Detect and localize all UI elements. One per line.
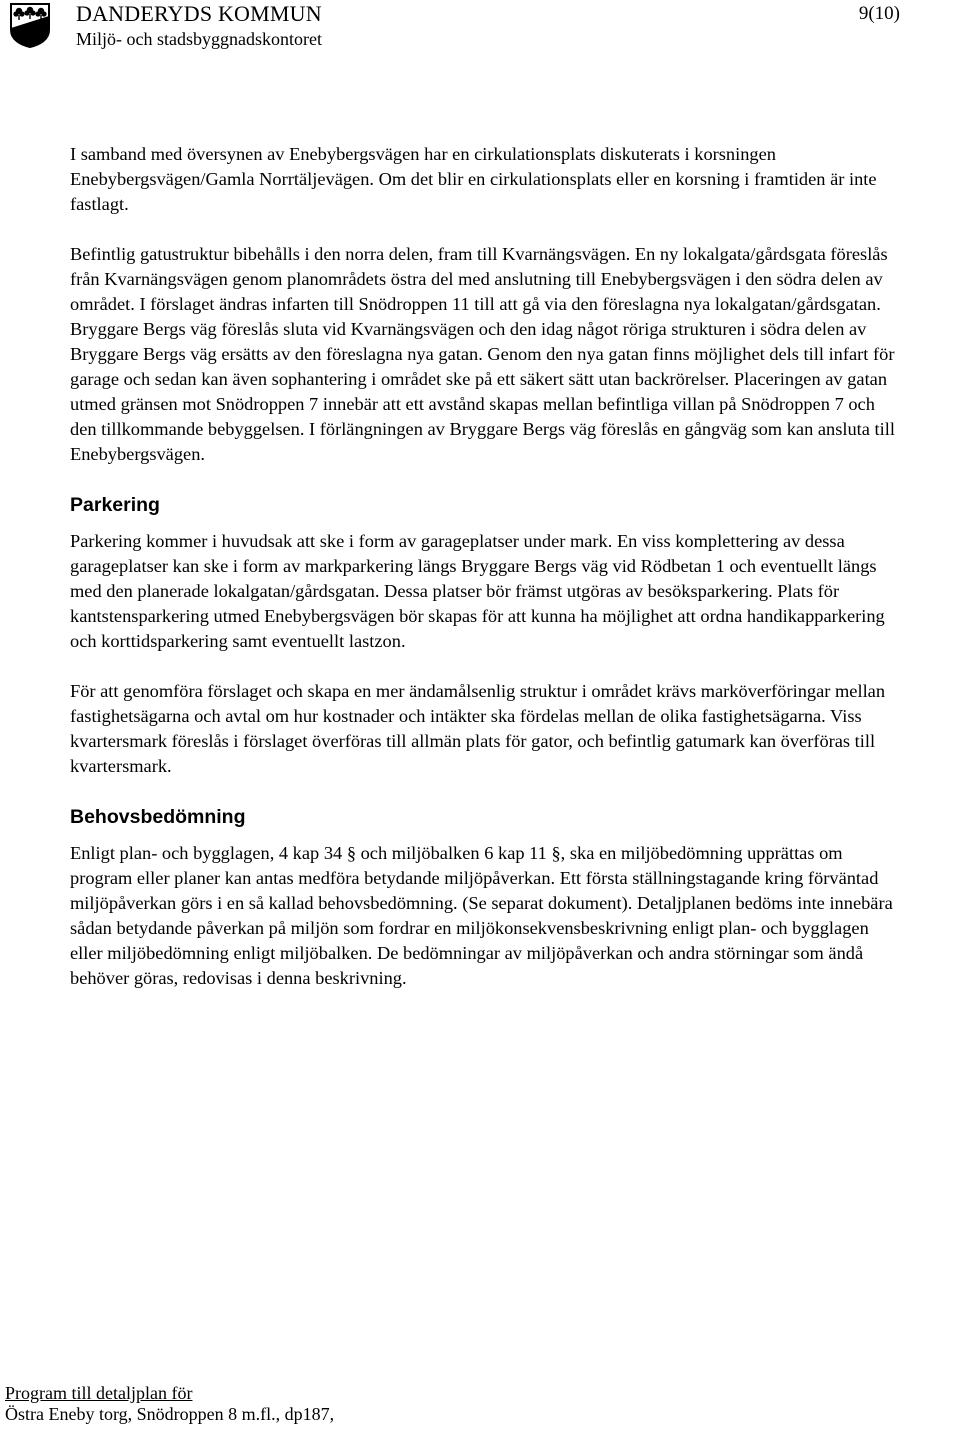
paragraph-markoverforingar: För att genomföra förslaget och skapa en mer ändamålsenlig struktur i området krävs marköverföringar mellan fastighetsägarna och avtal om hur kostnader och intäkter ska fördelas mellan de olika fastighetsägarna. Viss kvartersmark föreslås i förslaget överföras till allmän plats för gator, och befintlig gatumark kan överföras till kvartersmark. bbox=[70, 681, 886, 776]
paragraph-cirkulationsplats: I samband med översynen av Enebybergsvägen har en cirkulationsplats diskuterats i korsningen Enebybergsvägen/Gamla Norrtäljevägen. Om det blir en cirkulationsplats eller en korsning i framtiden är inte fastlagt. bbox=[70, 144, 877, 214]
section-heading-parkering: Parkering bbox=[70, 494, 160, 516]
footer-document-subtitle: Östra Eneby torg, Snödroppen 8 m.fl., dp187, bbox=[5, 1404, 335, 1424]
document-body bbox=[70, 142, 900, 1016]
department-name: Miljö- och stadsbyggnadskontoret bbox=[76, 29, 322, 49]
paragraph-behovsbedomning: Enligt plan- och bygglagen, 4 kap 34 § och miljöbalken 6 kap 11 §, ska en miljöbedömning upprättas om program eller planer kan antas medföra betydande miljöpåverkan. Ett första ställningstagande kring förväntad miljöpåverkan görs i en så kallad behovsbedömning. (Se separat dokument). Detaljplanen bedöms inte innebära sådan betydande påverkan på miljön som fordrar en miljökonsekvensbeskrivning enligt plan- och bygglagen eller miljöbedömning enligt miljöbalken. De bedömningar av miljöpåverkan och andra störningar som ändå behöver göras, redovisas i denna beskrivning. bbox=[70, 843, 893, 988]
organization-name: DANDERYDS KOMMUN bbox=[76, 1, 322, 26]
footer-document-title: Program till detaljplan för bbox=[5, 1383, 193, 1403]
page-footer bbox=[5, 1383, 705, 1425]
municipal-coat-of-arms-icon bbox=[9, 2, 51, 48]
paragraph-parkering: Parkering kommer i huvudsak att ske i form av garageplatser under mark. En viss komplettering av dessa garageplatser kan ske i form av markparkering längs Bryggare Bergs väg vid Rödbetan 1 och eventuellt längs med den planerade lokalgatan/gårdsgatan. Dessa platser bör främst utgöras av besöksparkering. Plats för kantstensparkering utmed Enebybergsvägen bör skapas för att kunna ha möjlighet att ordna handikapparkering och korttidsparkering samt eventuellt lastzon. bbox=[70, 531, 885, 651]
paragraph-gatustruktur: Befintlig gatustruktur bibehålls i den norra delen, fram till Kvarnängsvägen. En ny lokalgata/gårdsgata föreslås från Kvarnängsvägen genom planområdets östra del med anslutning till Enebybergsvägen i den södra delen av området. I förslaget ändras infarten till Snödroppen 11 till att gå via den föreslagna nya lokalgatan/gårdsgatan. Bryggare Bergs väg föreslås sluta vid Kvarnängsvägen och den idag något röriga strukturen i södra delen av Bryggare Bergs väg ersätts av den föreslagna nya gatan. Genom den nya gatan finns möjlighet dels till infart för garage och sedan kan även sophantering i området ske på ett säkert sätt utan backrörelser. Placeringen av gatan utmed gränsen mot Snödroppen 7 innebär att ett avstånd skapas mellan befintliga villan på Snödroppen 7 och den tillkommande bebyggelsen. I förlängningen av Bryggare Bergs väg föreslås en gångväg som kan ansluta till Enebybergsvägen. bbox=[70, 244, 895, 464]
section-heading-behovsbedomning: Behovsbedömning bbox=[70, 806, 246, 828]
page-number: 9(10) bbox=[858, 3, 900, 24]
page-header bbox=[0, 0, 960, 60]
